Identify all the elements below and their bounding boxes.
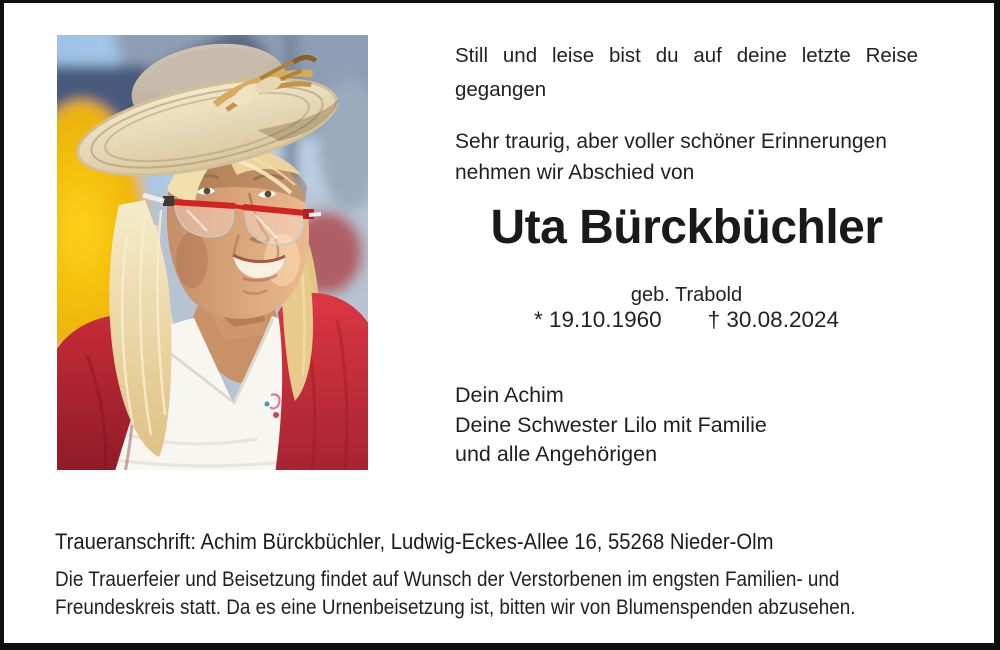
funeral-info-line-1: Die Trauerfeier und Beisetzung findet auf Wunsch der Verstorbenen im engsten Familien- und <box>55 568 840 591</box>
portrait-photo <box>57 35 368 470</box>
birth-date: * 19.10.1960 <box>534 307 662 332</box>
opening-verse <box>455 39 918 106</box>
opening-line-1: Still und leise bist du auf deine letzte Reise <box>455 44 918 67</box>
mourner-line: Deine Schwester Lilo mit Familie <box>455 412 767 437</box>
death-date: † 30.08.2024 <box>707 307 839 332</box>
notice-footer <box>55 529 856 621</box>
funeral-info-line-2: Freundeskreis statt. Da es eine Urnenbeisetzung ist, bitten wir von Blumenspenden abzusehen. <box>55 595 856 619</box>
intro-line-2: nehmen wir Abschied von <box>455 161 695 184</box>
funeral-info <box>55 566 856 621</box>
portrait-illustration <box>57 35 368 470</box>
mourner-line: und alle Angehörigen <box>455 442 658 466</box>
opening-line-2: gegangen <box>455 77 547 101</box>
intro-line-1: Sehr traurig, aber voller schöner Erinnerungen <box>455 130 887 153</box>
life-dates <box>455 307 918 333</box>
intro-text <box>455 126 918 188</box>
mourning-address: Traueranschrift: Achim Bürckbüchler, Ludwig-Eckes-Allee 16, 55268 Nieder-Olm <box>55 529 774 554</box>
mourner-line: Dein Achim <box>455 383 564 407</box>
deceased-name: Uta Bürckbüchler <box>490 201 883 254</box>
maiden-name: geb. Trabold <box>630 284 743 306</box>
mourners-list <box>455 381 918 470</box>
